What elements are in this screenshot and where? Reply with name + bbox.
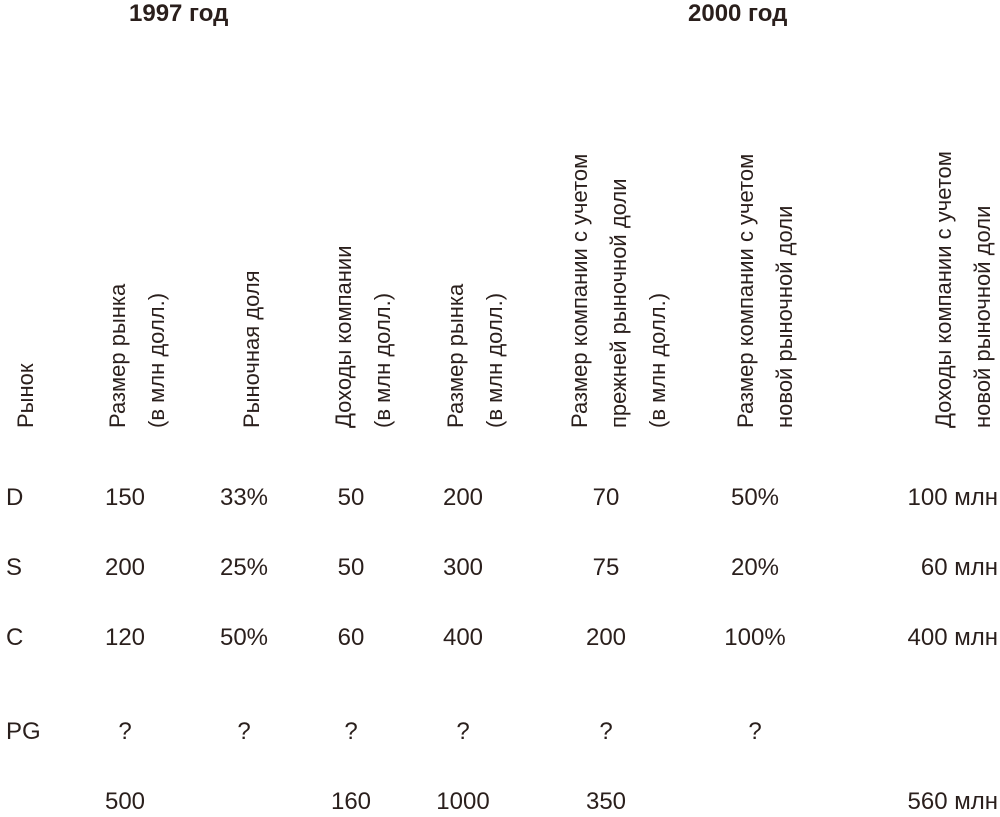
header-line: Размер компании с учетом (733, 153, 758, 428)
table-cell: 50% (730, 484, 780, 511)
table-cell: 200 (104, 554, 146, 581)
table-cell: 50 (337, 484, 365, 511)
year-1997-heading: 1997 год (129, 0, 229, 27)
table-cell: ? (599, 718, 613, 745)
table-cell: ? (237, 718, 251, 745)
header-line: новой рыночной доли (970, 205, 995, 428)
header-line: (в млн долл.) (482, 292, 507, 428)
header-market-size-1997 (98, 98, 176, 428)
header-line: Доходы компании с учетом (931, 151, 956, 428)
header-market-size-2000 (436, 98, 514, 428)
header-line: Размер компании с учетом (567, 153, 592, 428)
table-cell: 150 (104, 484, 146, 511)
header-company-revenue-new-share (924, 98, 1000, 428)
header-market-share-1997 (232, 98, 271, 428)
table-cell: 20% (730, 554, 780, 581)
header-line: Размер рынка (443, 283, 468, 428)
header-line: Рыночная доля (239, 270, 264, 428)
table-cell: 200 (585, 624, 627, 651)
header-line: Рынок (13, 363, 38, 428)
table-cell: 50% (219, 624, 269, 651)
header-line: Доходы компании (331, 245, 356, 428)
table-cell: 100 млн (907, 484, 998, 511)
header-company-size-old-share (560, 98, 677, 428)
header-line: (в млн долл.) (370, 292, 395, 428)
table-cell: 350 (585, 788, 627, 815)
table-cell: 120 (104, 624, 146, 651)
table-cell: 160 (330, 788, 372, 815)
header-company-revenue-1997 (324, 98, 402, 428)
table-cell: 200 (442, 484, 484, 511)
table-cell: ? (748, 718, 762, 745)
table-cell: 33% (219, 484, 269, 511)
table-cell: 50 (337, 554, 365, 581)
table-cell: 75 (592, 554, 620, 581)
table-cell: 500 (104, 788, 146, 815)
header-line: новой рыночной доли (772, 205, 797, 428)
table-cell: 60 (337, 624, 365, 651)
table-cell: ? (118, 718, 132, 745)
header-line: (в млн долл.) (144, 292, 169, 428)
table-cell: D (6, 484, 24, 511)
header-market (6, 98, 45, 428)
table-cell: 560 млн (907, 788, 998, 815)
year-2000-heading: 2000 год (688, 0, 788, 27)
table-cell: S (6, 554, 23, 581)
table-cell: 400 (442, 624, 484, 651)
table-cell: 25% (219, 554, 269, 581)
table-cell: 300 (442, 554, 484, 581)
header-line: прежней рыночной доли (606, 178, 631, 428)
table-cell: 400 млн (907, 624, 998, 651)
header-line: (в млн долл.) (645, 292, 670, 428)
table-cell: 70 (592, 484, 620, 511)
table-cell: 100% (724, 624, 786, 651)
table-cell: ? (456, 718, 470, 745)
table-cell: ? (344, 718, 358, 745)
table-cell: 60 млн (920, 554, 998, 581)
header-company-size-new-share (726, 98, 804, 428)
table-cell: 1000 (436, 788, 490, 815)
header-line: Размер рынка (105, 283, 130, 428)
table-cell: PG (6, 718, 41, 745)
table-cell: C (6, 624, 24, 651)
